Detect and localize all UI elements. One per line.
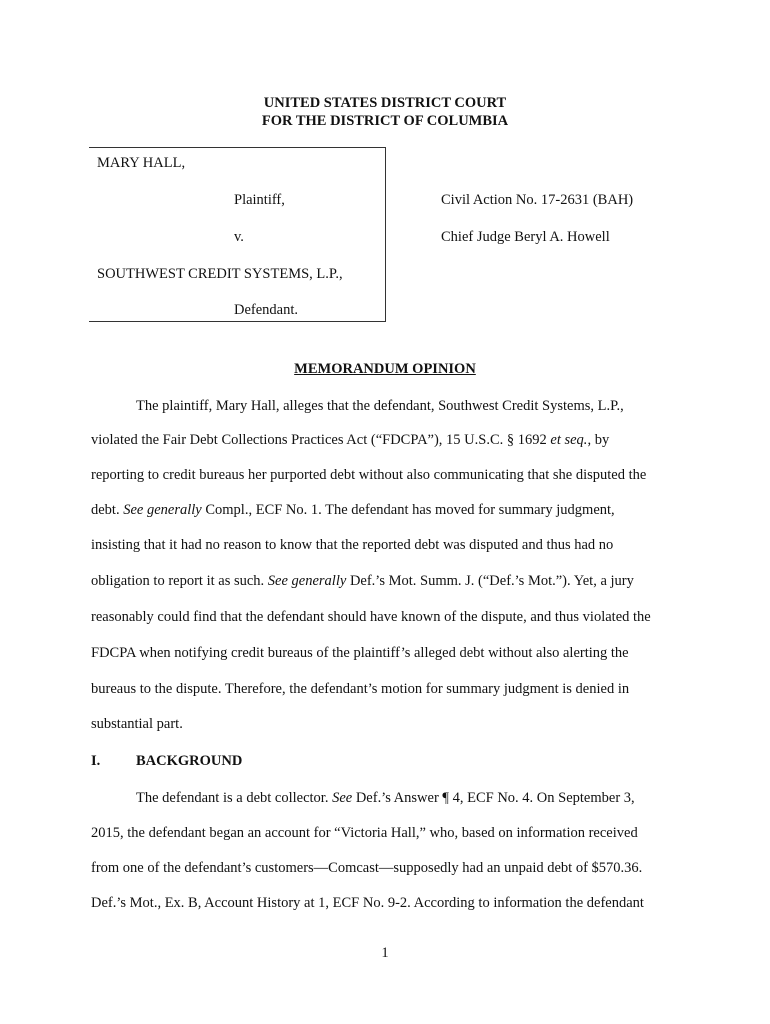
paragraph-line: reporting to credit bureaus her purported debt without also communicating that she disputed the [91, 467, 647, 483]
plaintiff-name: MARY HALL, [97, 155, 186, 171]
court-district: FOR THE DISTRICT OF COLUMBIA [261, 113, 509, 129]
paragraph-line: FDCPA when notifying credit bureaus of the plaintiff’s alleged debt without also alerting the [91, 645, 629, 661]
paragraph-line: insisting that it had no reason to know that the reported debt was disputed and thus had no [91, 537, 614, 553]
section-number: I. [91, 753, 101, 769]
paragraph-line: obligation to report it as such. See generally Def.’s Mot. Summ. J. (“Def.’s Mot.”). Yet, a jury [91, 573, 634, 589]
defendant-label: Defendant. [234, 302, 299, 318]
civil-action-number: Civil Action No. 17-2631 (BAH) [441, 192, 634, 208]
section-heading [91, 753, 242, 770]
paragraph-line: reasonably could find that the defendant should have known of the dispute, and thus violated the [91, 609, 651, 625]
paragraph-line: Def.’s Mot., Ex. B, Account History at 1, ECF No. 9-2. According to information the defendant [91, 895, 644, 911]
court-name: UNITED STATES DISTRICT COURT [263, 95, 507, 111]
paragraph-line: 2015, the defendant began an account for “Victoria Hall,” who, based on information received [91, 825, 638, 841]
defendant-name: SOUTHWEST CREDIT SYSTEMS, L.P., [97, 266, 343, 282]
paragraph-line: The defendant is a debt collector. See Def.’s Answer ¶ 4, ECF No. 4. On September 3, [136, 790, 635, 806]
paragraph-line: substantial part. [91, 716, 183, 732]
paragraph-line: debt. See generally Compl., ECF No. 1. The defendant has moved for summary judgment, [91, 502, 615, 518]
document-title: MEMORANDUM OPINION [294, 361, 476, 377]
paragraph-line: from one of the defendant’s customers—Comcast—supposedly had an unpaid debt of $570.36. [91, 860, 643, 876]
presiding-judge: Chief Judge Beryl A. Howell [441, 229, 610, 245]
plaintiff-label: Plaintiff, [234, 192, 285, 208]
versus-label: v. [234, 229, 244, 245]
paragraph-line: violated the Fair Debt Collections Practices Act (“FDCPA”), 15 U.S.C. § 1692 et seq., by [91, 432, 610, 448]
court-heading [0, 94, 770, 130]
section-title: BACKGROUND [136, 753, 243, 769]
paragraph-line: bureaus to the dispute. Therefore, the defendant’s motion for summary judgment is denied in [91, 681, 630, 697]
paragraph-line: The plaintiff, Mary Hall, alleges that the defendant, Southwest Credit Systems, L.P., [136, 398, 624, 414]
page-number: 1 [381, 945, 389, 961]
